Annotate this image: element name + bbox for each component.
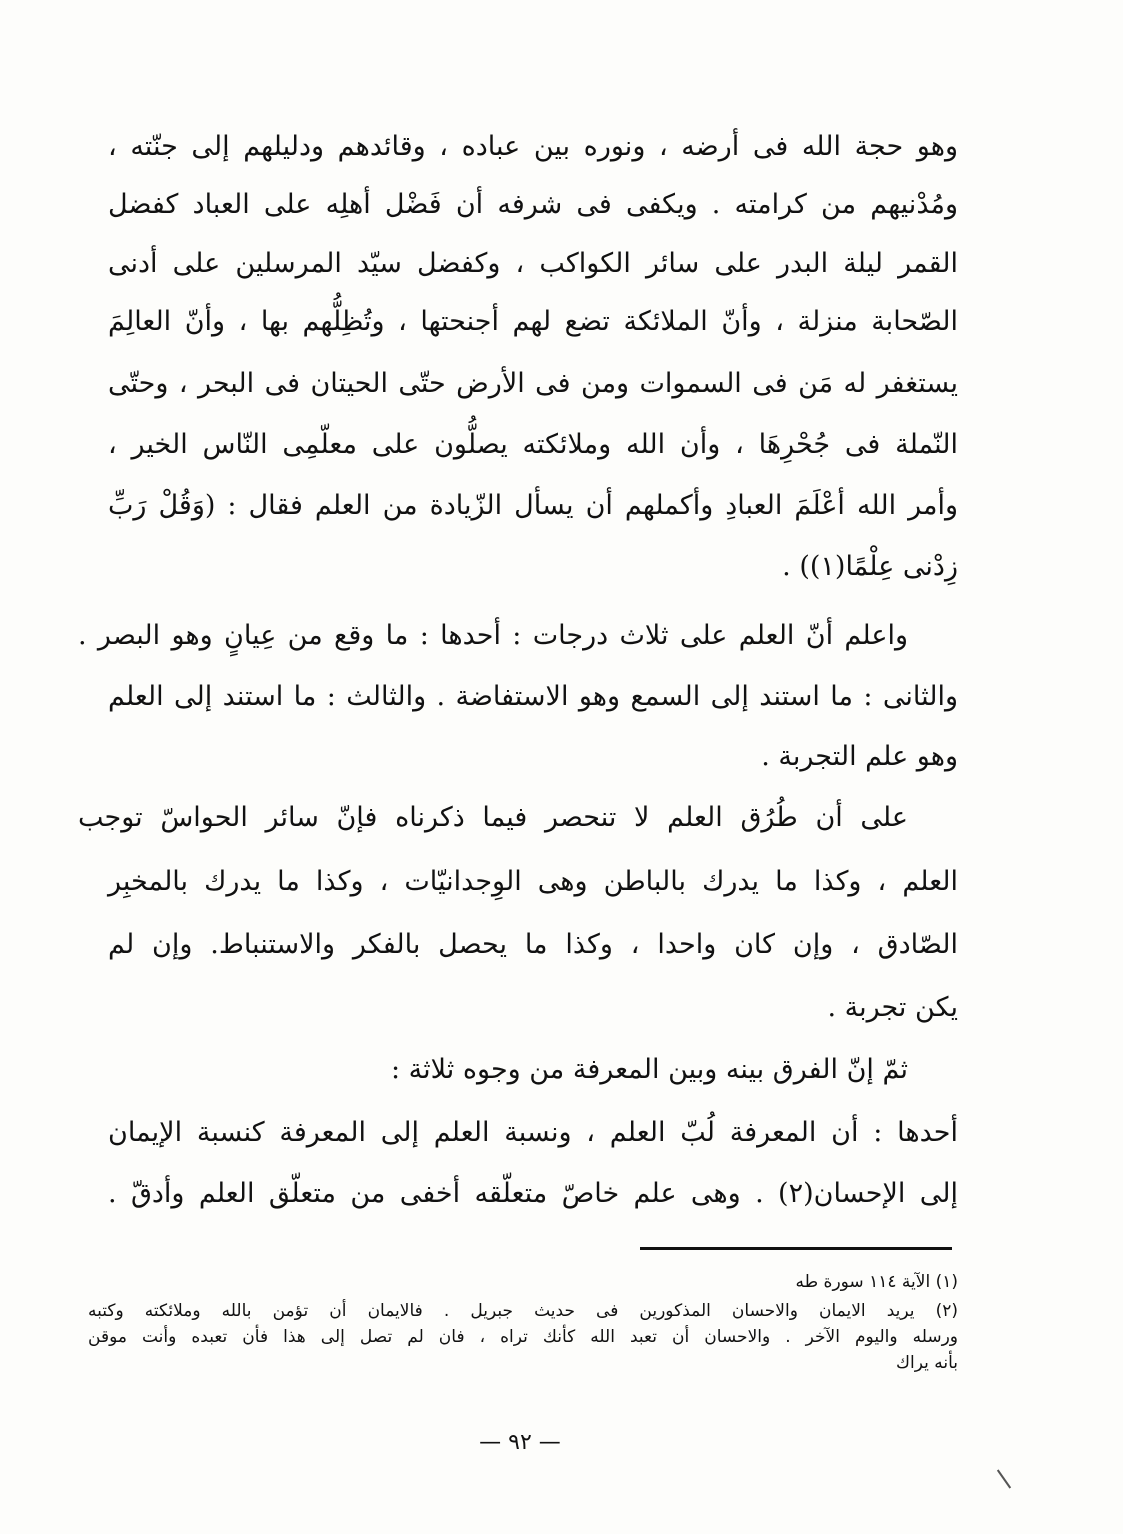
page-number: — ٩٢ — [479,1430,561,1455]
scan-mark [997,1469,1011,1488]
body-line-13: العلم ، وكذا ما يدرك بالباطن وهى الوِجدانيّات ، وكذا ما يدرك بالمخبِر [108,866,958,897]
body-line-1: وهو حجة الله فى أرضه ، ونوره بين عباده ، وقائدهم ودليلهم إلى جنّته ، [108,131,958,162]
body-line-2: ومُدْنيهم من كرامته . ويكفى فى شرفه أن فَضْل أهلِه على العباد كفضل [108,189,958,220]
body-line-6: النّملة فى جُحْرِهَا ، وأن الله وملائكته يصلُّون على معلّمِى النّاس الخير ، [108,429,958,460]
body-line-4: الصّحابة منزلة ، وأنّ الملائكة تضع لهم أجنحتها ، وتُظِلُّهم بها ، وأنّ العالِمَ [108,306,958,337]
body-line-14: الصّادق ، وإن كان واحدا ، وكذا ما يحصل بالفكر والاستنباط. وإن لم [108,929,958,960]
body-line-16: ثمّ إنّ الفرق بينه وبين المعرفة من وجوه ثلاثة : [390,1054,908,1085]
body-line-18: إلى الإحسان(٢) . وهى علم خاصّ متعلّقه أخفى من متعلّق العلم وأدقّ . [108,1178,958,1209]
footnote-divider [640,1247,952,1250]
body-line-9: واعلم أنّ العلم على ثلاث درجات : أحدها : ما وقع من عِيانٍ وهو البصر . [78,620,908,651]
body-line-17: أحدها : أن المعرفة لُبّ العلم ، ونسبة العلم إلى المعرفة كنسبة الإيمان [108,1117,958,1148]
footnote-1: (١) الآية ١١٤ سورة طه [795,1272,958,1292]
footnote-2-line-2: ورسله واليوم الآخر . والاحسان أن تعبد الله كأنك تراه ، فان لم تصل إلى هذا فأن تعبده وأنت موقن [88,1327,958,1347]
body-line-3: القمر ليلة البدر على سائر الكواكب ، وكفضل سيّد المرسلين على أدنى [108,248,958,279]
body-line-12: على أن طُرُق العلم لا تنحصر فيما ذكرناه فإنّ سائر الحواسّ توجب [78,802,908,833]
body-line-10: والثانى : ما استند إلى السمع وهو الاستفاضة . والثالث : ما استند إلى العلم [108,681,958,712]
body-line-5: يستغفر له مَن فى السموات ومن فى الأرض حتّى الحيتان فى البحر ، وحتّى [108,368,958,399]
footnote-2-line-1: (٢) يريد الايمان والاحسان المذكورين فى حديث جبريل . فالايمان أن تؤمن بالله وملائكته وكتبه [88,1301,958,1321]
body-line-7: وأمر الله أعْلَمَ العبادِ وأكملهم أن يسأل الزّيادة من العلم فقال : (وَقُلْ رَبِّ [108,490,958,521]
body-line-8: زِدْنى عِلْمًا(١)) . [782,551,958,582]
body-line-11: وهو علم التجربة . [761,741,958,772]
footnote-2-line-3: بأنه يراك [895,1353,958,1373]
body-line-15: يكن تجربة . [827,992,958,1023]
